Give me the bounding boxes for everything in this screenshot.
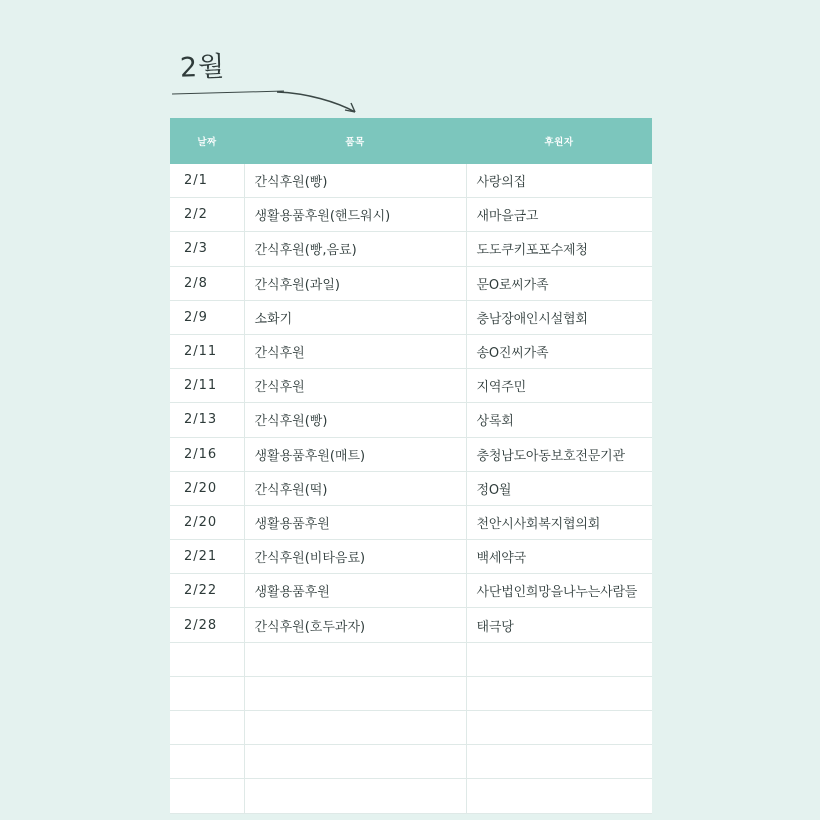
cell-donor: 정O월 bbox=[466, 471, 652, 505]
column-header-donor: 후원자 bbox=[466, 118, 652, 164]
cell-date: 2/9 bbox=[170, 300, 244, 334]
cell-item: 간식후원 bbox=[244, 369, 466, 403]
donation-table-wrapper bbox=[170, 118, 652, 814]
page-title: 2월 bbox=[179, 51, 226, 84]
cell-donor: 송O진씨가족 bbox=[466, 334, 652, 368]
cell-item: 생활용품후원(핸드워시) bbox=[244, 198, 466, 232]
title-underline bbox=[172, 91, 284, 95]
cell-item: 소화기 bbox=[244, 300, 466, 334]
table-row bbox=[170, 300, 652, 334]
cell-date bbox=[170, 676, 244, 710]
cell-donor: 충청남도아동보호전문기관 bbox=[466, 437, 652, 471]
cell-donor bbox=[466, 779, 652, 813]
table-row-empty bbox=[170, 676, 652, 710]
cell-item: 생활용품후원(매트) bbox=[244, 437, 466, 471]
cell-item bbox=[244, 745, 466, 779]
table-row bbox=[170, 574, 652, 608]
cell-date: 2/1 bbox=[170, 164, 244, 198]
table-row bbox=[170, 334, 652, 368]
cell-item: 간식후원(비타음료) bbox=[244, 540, 466, 574]
cell-item: 간식후원(빵,음료) bbox=[244, 232, 466, 266]
cell-item: 간식후원 bbox=[244, 334, 466, 368]
table-header bbox=[170, 118, 652, 164]
cell-donor: 태극당 bbox=[466, 608, 652, 642]
cell-date: 2/3 bbox=[170, 232, 244, 266]
cell-item bbox=[244, 711, 466, 745]
cell-item: 생활용품후원 bbox=[244, 574, 466, 608]
table-body bbox=[170, 164, 652, 813]
cell-item bbox=[244, 779, 466, 813]
table-row bbox=[170, 369, 652, 403]
cell-donor bbox=[466, 745, 652, 779]
cell-donor: 지역주민 bbox=[466, 369, 652, 403]
cell-donor bbox=[466, 642, 652, 676]
cell-date: 2/22 bbox=[170, 574, 244, 608]
cell-donor: 새마을금고 bbox=[466, 198, 652, 232]
cell-date bbox=[170, 779, 244, 813]
table-row bbox=[170, 164, 652, 198]
cell-item bbox=[244, 642, 466, 676]
cell-donor: 문O로씨가족 bbox=[466, 266, 652, 300]
cell-item: 생활용품후원 bbox=[244, 505, 466, 539]
cell-date: 2/20 bbox=[170, 471, 244, 505]
table-row-empty bbox=[170, 711, 652, 745]
table-row bbox=[170, 471, 652, 505]
cell-date: 2/16 bbox=[170, 437, 244, 471]
cell-donor: 사단법인희망을나누는사람들 bbox=[466, 574, 652, 608]
table-row bbox=[170, 266, 652, 300]
cell-donor: 사랑의집 bbox=[466, 164, 652, 198]
title-block bbox=[172, 51, 492, 114]
cell-donor bbox=[466, 711, 652, 745]
table-row bbox=[170, 198, 652, 232]
cell-item: 간식후원(떡) bbox=[244, 471, 466, 505]
cell-item: 간식후원(호두과자) bbox=[244, 608, 466, 642]
cell-item: 간식후원(빵) bbox=[244, 164, 466, 198]
cell-date bbox=[170, 745, 244, 779]
cell-donor: 충남장애인시설협회 bbox=[466, 300, 652, 334]
table-row-empty bbox=[170, 745, 652, 779]
cell-date bbox=[170, 711, 244, 745]
table-row-empty bbox=[170, 779, 652, 813]
table-row bbox=[170, 437, 652, 471]
table-row bbox=[170, 232, 652, 266]
table-row bbox=[170, 608, 652, 642]
column-header-item: 품목 bbox=[244, 118, 466, 164]
cell-date: 2/28 bbox=[170, 608, 244, 642]
cell-donor bbox=[466, 676, 652, 710]
cell-date: 2/20 bbox=[170, 505, 244, 539]
cell-donor: 백세약국 bbox=[466, 540, 652, 574]
cell-date: 2/2 bbox=[170, 198, 244, 232]
cell-item: 간식후원(빵) bbox=[244, 403, 466, 437]
table-row bbox=[170, 540, 652, 574]
cell-item bbox=[244, 676, 466, 710]
donation-table bbox=[170, 118, 652, 814]
cell-donor: 상록회 bbox=[466, 403, 652, 437]
cell-donor: 도도쿠키포포수제청 bbox=[466, 232, 652, 266]
cell-date: 2/21 bbox=[170, 540, 244, 574]
table-row bbox=[170, 505, 652, 539]
table-row bbox=[170, 403, 652, 437]
table-row-empty bbox=[170, 642, 652, 676]
column-header-date: 날짜 bbox=[170, 118, 244, 164]
cell-date: 2/11 bbox=[170, 369, 244, 403]
table-header-row bbox=[170, 118, 652, 164]
cell-date bbox=[170, 642, 244, 676]
cell-item: 간식후원(과일) bbox=[244, 266, 466, 300]
cell-date: 2/11 bbox=[170, 334, 244, 368]
cell-date: 2/13 bbox=[170, 403, 244, 437]
cell-date: 2/8 bbox=[170, 266, 244, 300]
cell-donor: 천안시사회복지협의회 bbox=[466, 505, 652, 539]
